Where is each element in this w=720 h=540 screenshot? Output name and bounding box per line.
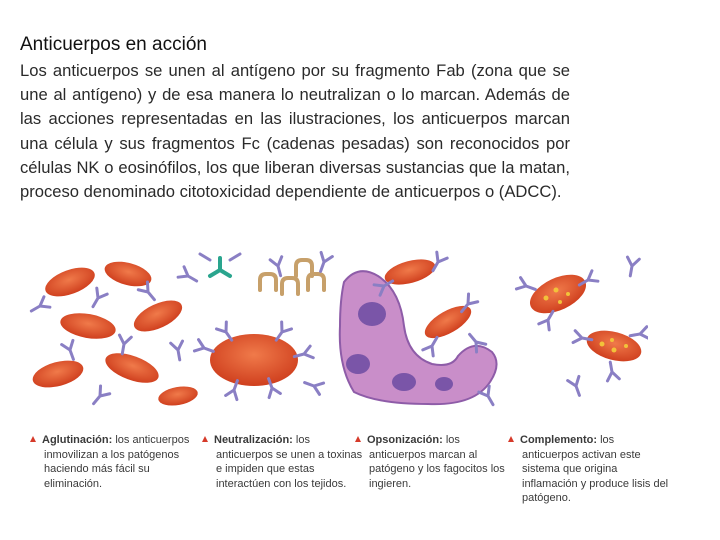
caption-text: los anticuerpos marcan al patógeno y los fagocitos los ingieren.: [369, 434, 505, 490]
caption-heading: Neutralización:: [214, 434, 293, 446]
triangle-icon: [202, 436, 208, 442]
caption-neutralization: [216, 433, 366, 491]
caption-text: los anticuerpos activan este sistema que origina inflamación y produce lisis del patógeno.: [522, 434, 669, 505]
triangle-icon: [30, 436, 36, 442]
caption-opsonization: [369, 433, 519, 491]
complement-scene: [516, 257, 648, 397]
page-title: Anticuerpos en acción: [20, 34, 207, 55]
neutralization-scene: [194, 252, 332, 399]
caption-agglutination: [44, 433, 194, 491]
caption-complement: [522, 433, 672, 506]
caption-heading: Opsonización:: [367, 434, 443, 446]
caption-text: los anticuerpos se unen a toxinas e impiden que estas interactúen con los tejidos.: [216, 434, 363, 490]
triangle-icon: [355, 436, 361, 442]
opsonization-scene: [340, 252, 498, 408]
antibody-actions-illustration: [28, 246, 648, 412]
caption-text: los anticuerpos inmovilizan a los patógenos haciendo más fácil su eliminación.: [44, 434, 190, 490]
caption-heading: Aglutinación:: [42, 434, 113, 446]
triangle-icon: [508, 436, 514, 442]
body-paragraph: Los anticuerpos se unen al antígeno por su fragmento Fab (zona que se une al antígeno) y de esa manera lo neutralizan o lo marcan. Además de las acciones representadas en las ilustraciones, los anticuerpos marcan una célula y sus fragmentos Fc (cadenas pesadas) son reconocidos por células NK o eosinófilos, los que liberan diversas sustancias que la matan, proceso denominado citotoxicidad dependiente de anticuerpos o (ADCC).: [20, 61, 570, 202]
agglutination-scene: [28, 257, 199, 408]
captions-row: [42, 433, 669, 523]
caption-heading: Complemento:: [520, 434, 597, 446]
